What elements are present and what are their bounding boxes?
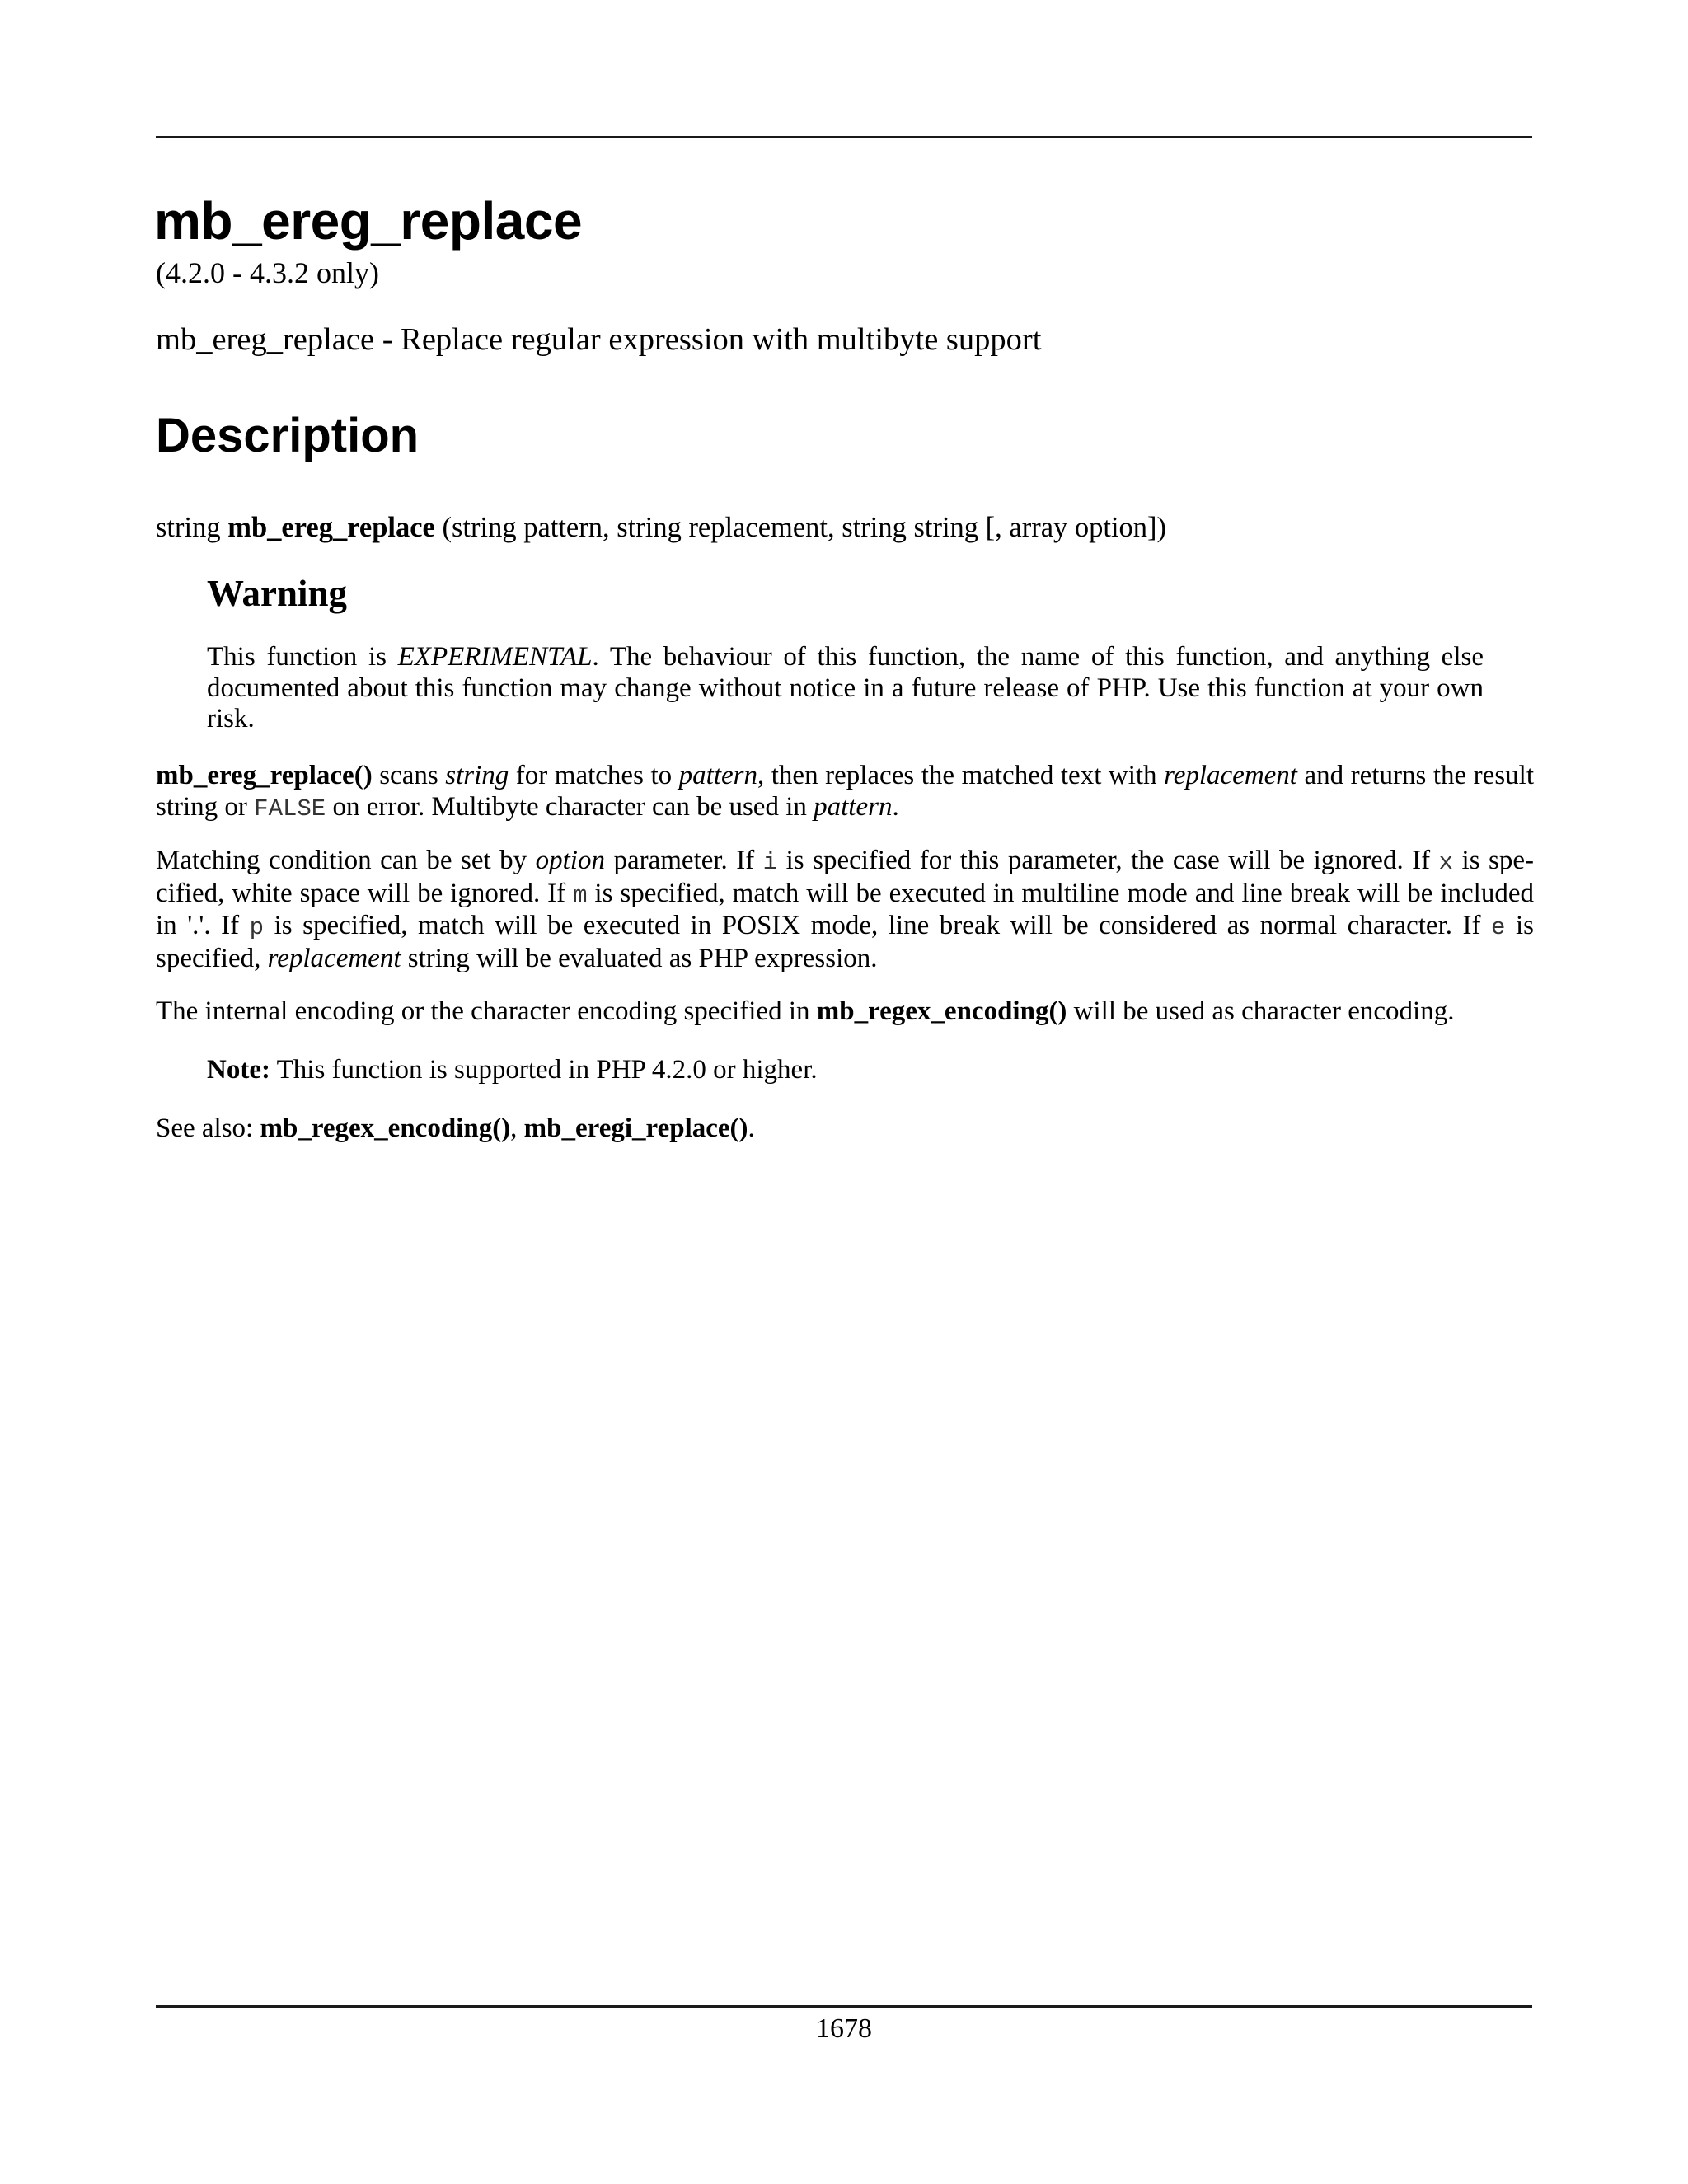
param-ref: replacement <box>267 943 401 973</box>
param-ref: string <box>445 761 509 790</box>
note <box>207 1055 818 1086</box>
see-also-label: See also: <box>156 1113 260 1143</box>
function-ref[interactable]: mb_regex_encoding() <box>816 996 1067 1026</box>
see-also-link-mb-eregi-replace[interactable]: mb_eregi_replace() <box>523 1113 748 1143</box>
param-ref: replacement <box>1164 761 1297 790</box>
warning-text-part: . The behaviour of this function, the name of this function, and anything else documented about this function may change without notice in a future release of PHP. Use this function at your own risk. <box>207 642 1484 733</box>
note-text: This function is supported in PHP 4.2.0 or higher. <box>270 1055 818 1085</box>
function-synopsis <box>156 510 1166 545</box>
synopsis-params: (string pattern, string replacement, string string [, array option]) <box>442 512 1167 543</box>
see-also-link-mb-regex-encoding[interactable]: mb_regex_encoding() <box>260 1113 511 1143</box>
text: is specified, match will be executed in multiline mode and line break will be included in '.'. If <box>156 878 1534 940</box>
header-rule <box>156 136 1532 138</box>
text: will be used as character encoding. <box>1067 996 1455 1026</box>
footer-rule <box>156 2005 1532 2008</box>
code-constant: FALSE <box>254 794 326 823</box>
param-ref: pattern <box>814 791 893 822</box>
text: string will be evaluated as PHP expression. <box>401 943 878 973</box>
code-option: m <box>573 881 588 909</box>
code-option: x <box>1438 849 1454 876</box>
page-number: 1678 <box>816 2013 872 2044</box>
function-ref: mb_ereg_replace() <box>156 761 373 790</box>
paragraph-matching-condition <box>156 846 1534 974</box>
warning-heading: Warning <box>207 573 348 614</box>
text: . <box>892 791 899 822</box>
code-option: p <box>249 914 265 941</box>
note-label: Note: <box>207 1055 270 1085</box>
version-info: (4.2.0 - 4.3.2 only) <box>156 256 379 289</box>
text: The internal encoding or the character encoding specified in <box>156 996 817 1026</box>
paragraph-scan-description <box>156 761 1534 824</box>
text: scans <box>372 761 446 790</box>
text: , then replaces the matched text with <box>757 761 1165 790</box>
warning-text-part: This function is <box>207 642 398 672</box>
text: and returns the result string or <box>156 761 1534 822</box>
text: is specified, white space will be ignored. If <box>156 846 1535 908</box>
text: is specified, <box>156 911 1535 973</box>
text: for matches to <box>509 761 679 790</box>
synopsis-return-type: string <box>156 512 221 543</box>
synopsis-function-name: mb_ereg_replace <box>227 512 435 543</box>
separator: , <box>510 1113 524 1143</box>
see-also <box>156 1113 755 1145</box>
section-heading-description: Description <box>156 409 420 462</box>
code-option: i <box>762 849 778 876</box>
param-ref: pattern <box>678 761 757 790</box>
warning-text <box>207 642 1484 735</box>
page-title: mb_ereg_replace <box>154 191 583 251</box>
text: is specified, match will be executed in POSIX mode, line break will be considered as normal character. If <box>264 911 1492 940</box>
text: is specified for this parameter, the case will be ignored. If <box>777 846 1439 875</box>
paragraph-encoding <box>156 996 1534 1028</box>
code-option: e <box>1491 914 1506 941</box>
param-ref: option <box>535 846 605 875</box>
text: Matching condition can be set by <box>156 846 536 875</box>
text: parameter. If <box>604 846 763 875</box>
period: . <box>748 1113 755 1143</box>
warning-experimental-emphasis: EXPERIMENTAL <box>397 642 593 672</box>
text: on error. Multibyte character can be used in <box>326 791 814 822</box>
ref-purpose: mb_ereg_replace - Replace regular expression with multibyte support <box>156 322 1042 357</box>
